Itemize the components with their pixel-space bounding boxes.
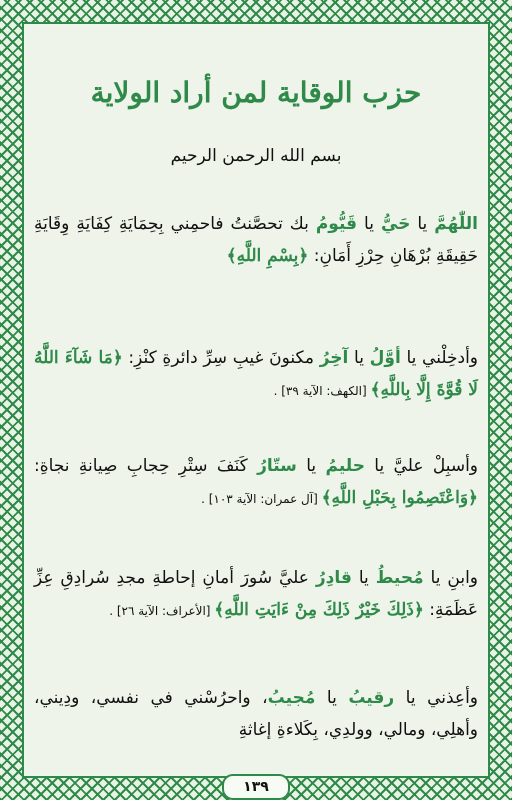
text-divine-name: اللّٰهُمَّ — [434, 214, 478, 234]
text-divine-name: حَيُّ — [380, 214, 411, 234]
text-divine-name: حليمُ — [325, 456, 365, 476]
text: بك تحصَّنتُ فاحمِني بِحِمَايَةِ كِفَايَةِ وِقَايَةِ حَقِيقَةِ بُرْهَانِ حِرْزِ أَمَانِ: — [34, 214, 478, 266]
text: وابنِ يا — [423, 568, 479, 588]
text: وأعِذني يا — [394, 688, 479, 708]
text: مكنونَ غيبِ سِرِّ دائرةِ كنْزِ: — [122, 348, 320, 368]
paragraph-4 — [34, 562, 478, 627]
text-divine-name: ستّارُ — [257, 456, 297, 476]
text: يا — [296, 456, 326, 476]
paragraph-2 — [34, 342, 478, 407]
verse-reference: [الأعراف: الآية ٢٦] . — [109, 604, 215, 618]
page-number: ١٣٩ — [222, 774, 290, 800]
text-divine-name: قادِرُ — [315, 568, 352, 588]
page — [28, 28, 484, 795]
text-divine-name: أوَّلُ — [369, 348, 401, 368]
text: يا — [410, 214, 435, 234]
verse-reference: [آل عمران: الآية ١٠٣] . — [201, 492, 322, 506]
paragraph-5 — [34, 682, 478, 746]
paragraph-3 — [34, 450, 478, 515]
text: وأسبِلْ عليَّ يا — [364, 456, 479, 476]
text-divine-name: قَيُّومُ — [315, 214, 358, 234]
text: عليَّ سُورَ أمانِ إحاطةِ مجدِ سُرادِقِ عِزِّ عَظَمَةِ: — [34, 568, 478, 620]
verse-reference: [الكهف: الآية ٣٩] . — [273, 384, 371, 398]
text: ، واحرُسْني في نفسي، ودِيني، وأهلِي، ومالي، وولدِي، بِكَلاءةِ إغاثةِ — [34, 688, 478, 740]
text-divine-name: آخِرُ — [319, 348, 349, 368]
quran-quote: ﴿وَاعْتَصِمُوا بِحَبْلِ اللَّهِ﴾ — [321, 488, 478, 508]
text: يا — [357, 214, 381, 234]
text: يا — [351, 568, 376, 588]
page-title: حزب الوقاية لمن أراد الولاية — [90, 76, 422, 109]
quran-quote: ﴿بِسْمِ اللَّهِ﴾ — [226, 246, 309, 266]
quran-quote: ﴿ذَلِكَ خَيْرٌ ذَلِكَ مِنْ ءَايَتِ اللَّهِ﴾ — [214, 600, 424, 620]
basmala: بسم الله الرحمن الرحيم — [170, 146, 342, 166]
text-divine-name: مُجيبُ — [267, 688, 316, 708]
quran-quote: ﴿مَا شَآءَ اللَّهُ لَا قُوَّةَ إِلَّا بِاللَّهِ﴾ — [34, 348, 478, 400]
text: يا — [348, 348, 370, 368]
paragraph-1 — [34, 208, 478, 272]
text: كَنَفَ سِتْرِ حِجابِ صِيانةِ نجاةِ: — [34, 456, 258, 476]
text: وأدخِلْني يا — [400, 348, 478, 368]
text: يا — [315, 688, 349, 708]
text-divine-name: رقيبُ — [348, 688, 395, 708]
text-divine-name: مُحيطُ — [375, 568, 424, 588]
